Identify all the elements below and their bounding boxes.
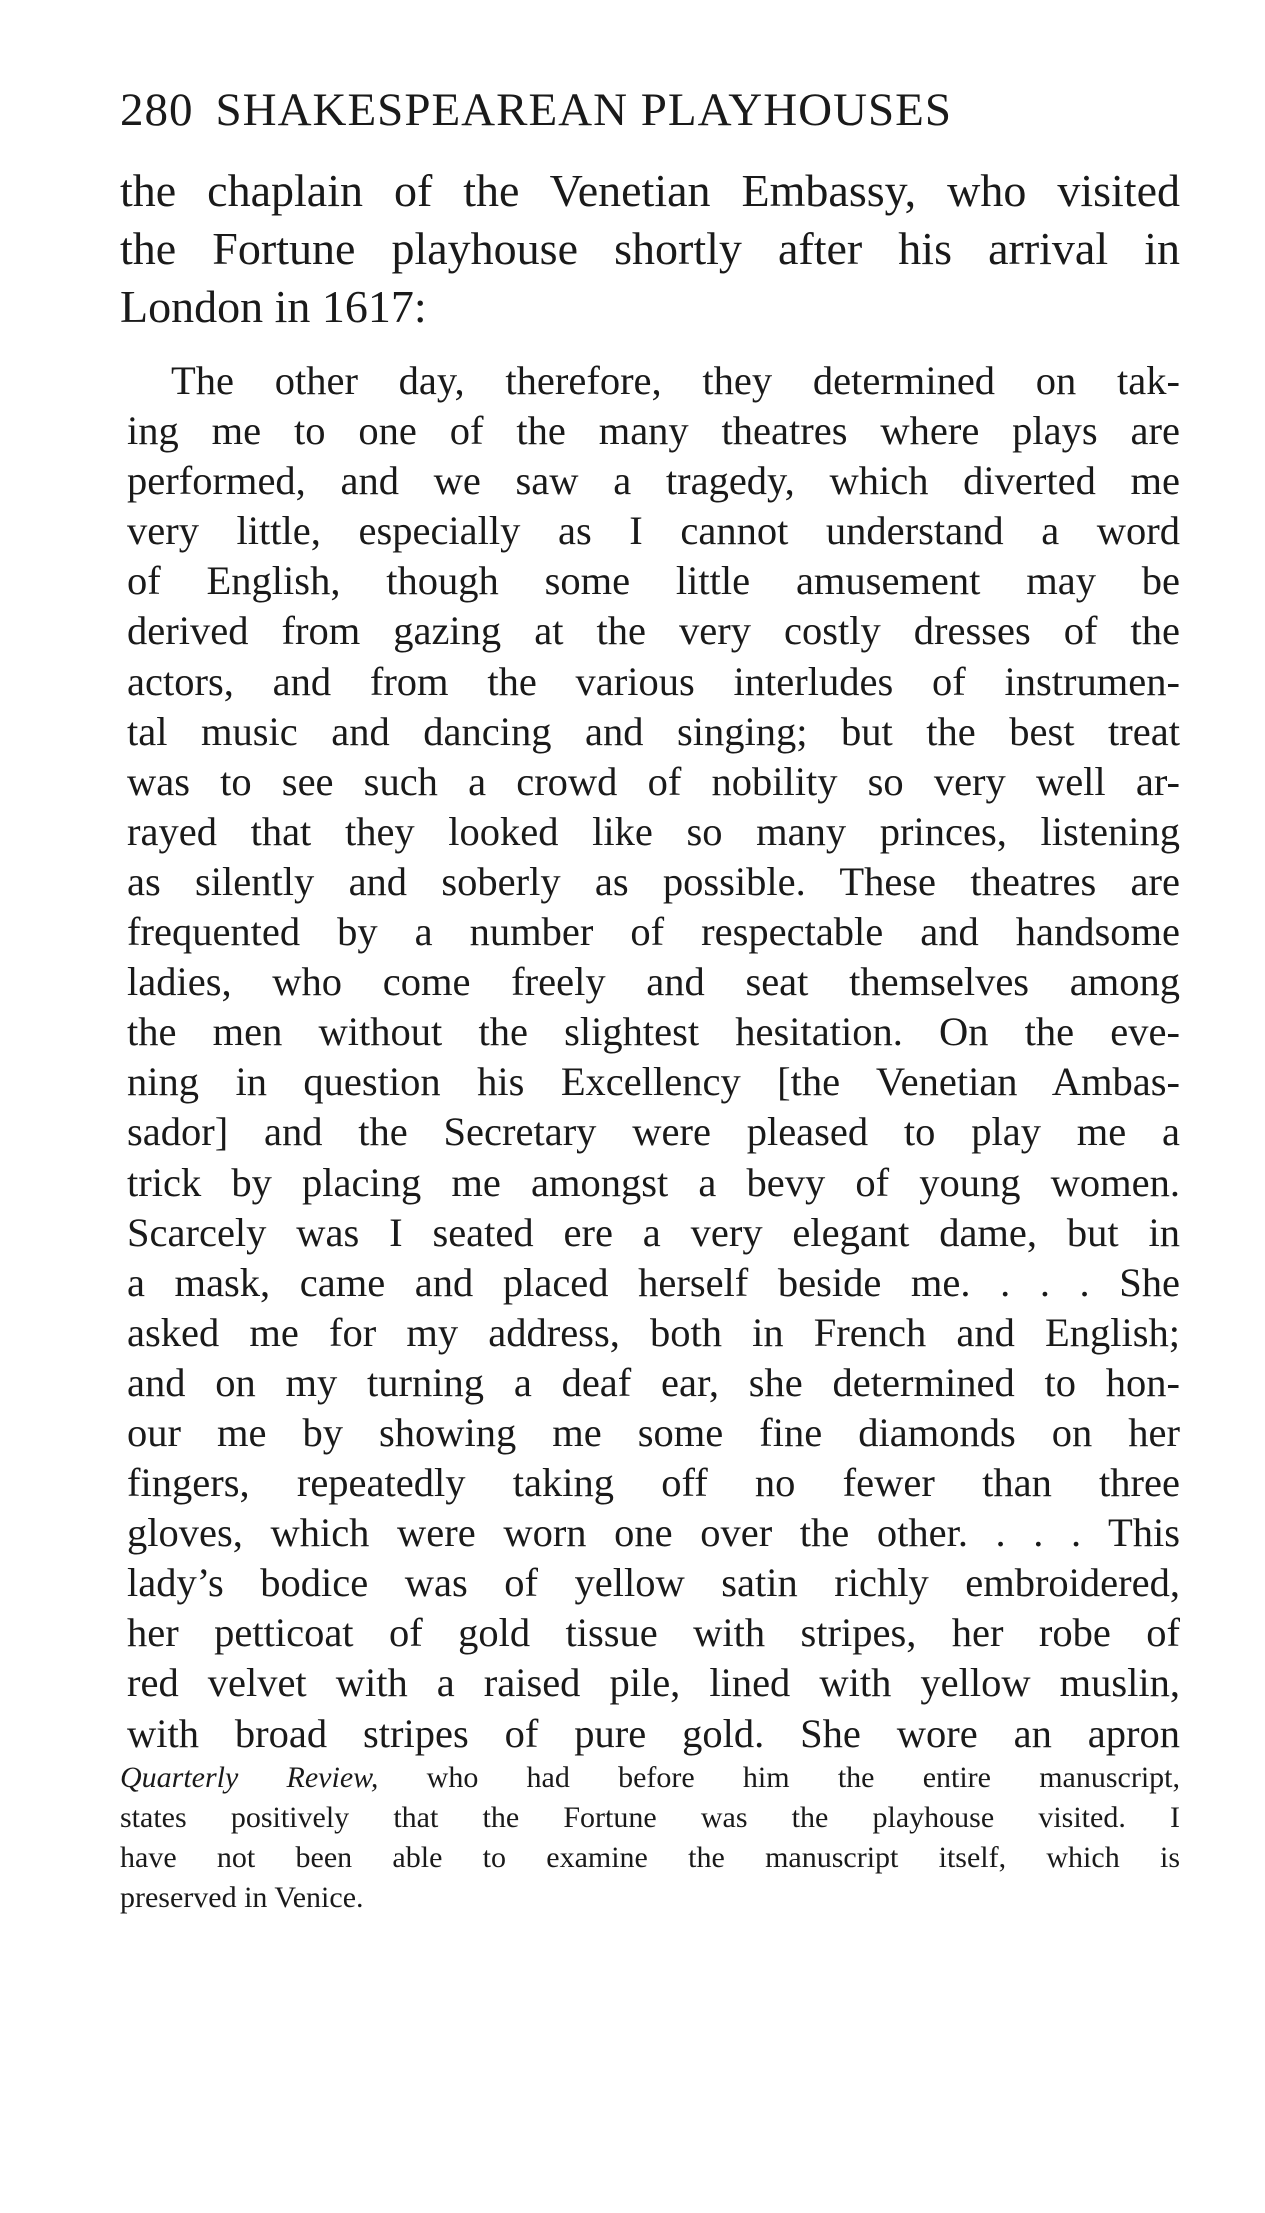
quote-line: ning in question his Excellency [the Venetian Ambas- xyxy=(127,1059,1180,1105)
footnote-line: states positively that the Fortune was the playhouse visited. I xyxy=(120,1801,1180,1834)
quote-line: derived from gazing at the very costly dresses of the xyxy=(127,608,1180,654)
quote-line: lady’s bodice was of yellow satin richly embroidered, xyxy=(127,1560,1180,1606)
quote-line: red velvet with a raised pile, lined with yellow muslin, xyxy=(127,1660,1180,1706)
quote-line: with broad stripes of pure gold. She wore an apron xyxy=(127,1710,1180,1756)
footnote-line: have not been able to examine the manuscript itself, which is xyxy=(120,1841,1180,1874)
quote-line: of English, though some little amusement may be xyxy=(127,558,1180,604)
quote-line: a mask, came and placed herself beside me. . . . She xyxy=(127,1259,1180,1305)
text-line: the Fortune playhouse shortly after his arrival in xyxy=(120,223,1180,274)
page-number: 280 xyxy=(120,84,194,136)
quote-line: tal music and dancing and singing; but the best treat xyxy=(127,708,1180,754)
intro-paragraph xyxy=(120,162,1180,336)
quote-line: her petticoat of gold tissue with stripes, her robe of xyxy=(127,1610,1180,1656)
quote-line: performed, and we saw a tragedy, which diverted me xyxy=(127,458,1180,504)
footnote-line xyxy=(120,1758,1180,1798)
quote-line: Scarcely was I seated ere a very elegant dame, but in xyxy=(127,1209,1180,1255)
footnote-journal-title: Quarterly Review, xyxy=(120,1761,379,1794)
footnote-text: who had before him the entire manuscript, xyxy=(426,1761,1180,1794)
footnote-line: preserved in Venice. xyxy=(120,1881,364,1914)
quote-line: was to see such a crowd of nobility so very well ar- xyxy=(127,758,1180,804)
quote-line: ladies, who come freely and seat themselves among xyxy=(127,959,1180,1005)
quote-line: actors, and from the various interludes of instrumen- xyxy=(127,658,1180,704)
quote-line: and on my turning a deaf ear, she determined to hon- xyxy=(127,1359,1180,1405)
block-quotation xyxy=(127,356,1180,1759)
quote-line: our me by showing me some fine diamonds on her xyxy=(127,1409,1180,1455)
quote-line: rayed that they looked like so many princes, listening xyxy=(127,808,1180,854)
quote-line: gloves, which were worn one over the other. . . . This xyxy=(127,1510,1180,1556)
footnote xyxy=(120,1758,1180,1918)
quote-line: the men without the slightest hesitation. On the eve- xyxy=(127,1009,1180,1055)
text-line: London in 1617: xyxy=(120,281,427,332)
running-title: SHAKESPEAREAN PLAYHOUSES xyxy=(215,84,953,136)
quote-line: asked me for my address, both in French and English; xyxy=(127,1309,1180,1355)
running-head xyxy=(120,80,1160,140)
quote-line: frequented by a number of respectable and handsome xyxy=(127,909,1180,955)
quote-line: sador] and the Secretary were pleased to play me a xyxy=(127,1109,1180,1155)
quote-line: fingers, repeatedly taking off no fewer than three xyxy=(127,1460,1180,1506)
quote-line: as silently and soberly as possible. These theatres are xyxy=(127,858,1180,904)
quote-line: very little, especially as I cannot understand a word xyxy=(127,508,1180,554)
quote-line: ing me to one of the many theatres where plays are xyxy=(127,408,1180,454)
quote-line: trick by placing me amongst a bevy of young women. xyxy=(127,1159,1180,1205)
text-line: the chaplain of the Venetian Embassy, who visited xyxy=(120,165,1180,216)
quote-line: The other day, therefore, they determined on tak- xyxy=(171,358,1180,403)
